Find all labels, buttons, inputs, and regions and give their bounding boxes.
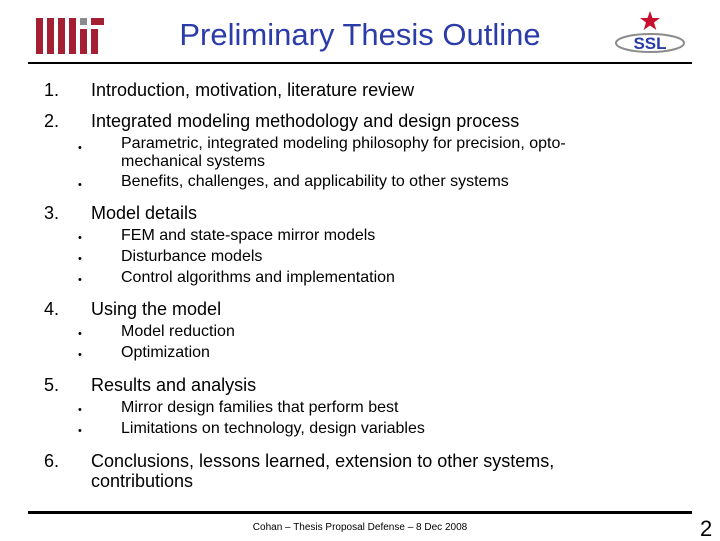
outline-heading: Model details [91,203,198,223]
ssl-logo-text: SSL [633,34,667,53]
outline-heading: Using the model [91,299,222,319]
outline-number: 6. [44,451,60,471]
outline-heading: Results and analysis [91,375,257,395]
outline-number: 4. [44,299,60,319]
outline-bullet: FEM and state-space mirror models [121,227,376,244]
bullet-glyph: • [78,142,82,154]
bullet-glyph: • [78,425,82,437]
ssl-logo [612,9,688,59]
outline-number: 1. [44,80,60,100]
slide-title: Preliminary Thesis Outline [179,17,541,52]
bullet-glyph: • [78,179,82,191]
bullet-glyph: • [78,349,82,361]
outline-bullet: Limitations on technology, design variables [121,420,425,437]
outline-bullet: Model reduction [121,323,235,340]
header-rule [28,62,692,64]
bullet-glyph: • [78,274,82,286]
outline-number: 3. [44,203,60,223]
outline-bullet: Control algorithms and implementation [121,269,395,286]
outline-heading: Introduction, motivation, literature review [91,80,415,100]
bullet-glyph: • [78,404,82,416]
footer-text: Cohan – Thesis Proposal Defense – 8 Dec 2008 [252,522,468,533]
outline-number: 5. [44,375,60,395]
outline-bullet: Benefits, challenges, and applicability to other systems [121,173,509,190]
outline-bullet: Parametric, integrated modeling philosophy for precision, opto-mechanical systems [121,135,566,170]
outline-bullet: Mirror design families that perform best [121,399,399,416]
bullet-glyph: • [78,253,82,265]
bullet-glyph: • [78,328,82,340]
outline-bullet: Optimization [121,344,210,361]
bullet-glyph: • [78,232,82,244]
outline-heading: Integrated modeling methodology and design process [91,111,520,131]
footer-rule [28,511,692,514]
outline-heading: Conclusions, lessons learned, extension to other systems, contributions [91,451,555,491]
outline-number: 2. [44,111,60,131]
page-number: 2 [700,516,713,541]
outline-bullet: Disturbance models [121,248,263,265]
